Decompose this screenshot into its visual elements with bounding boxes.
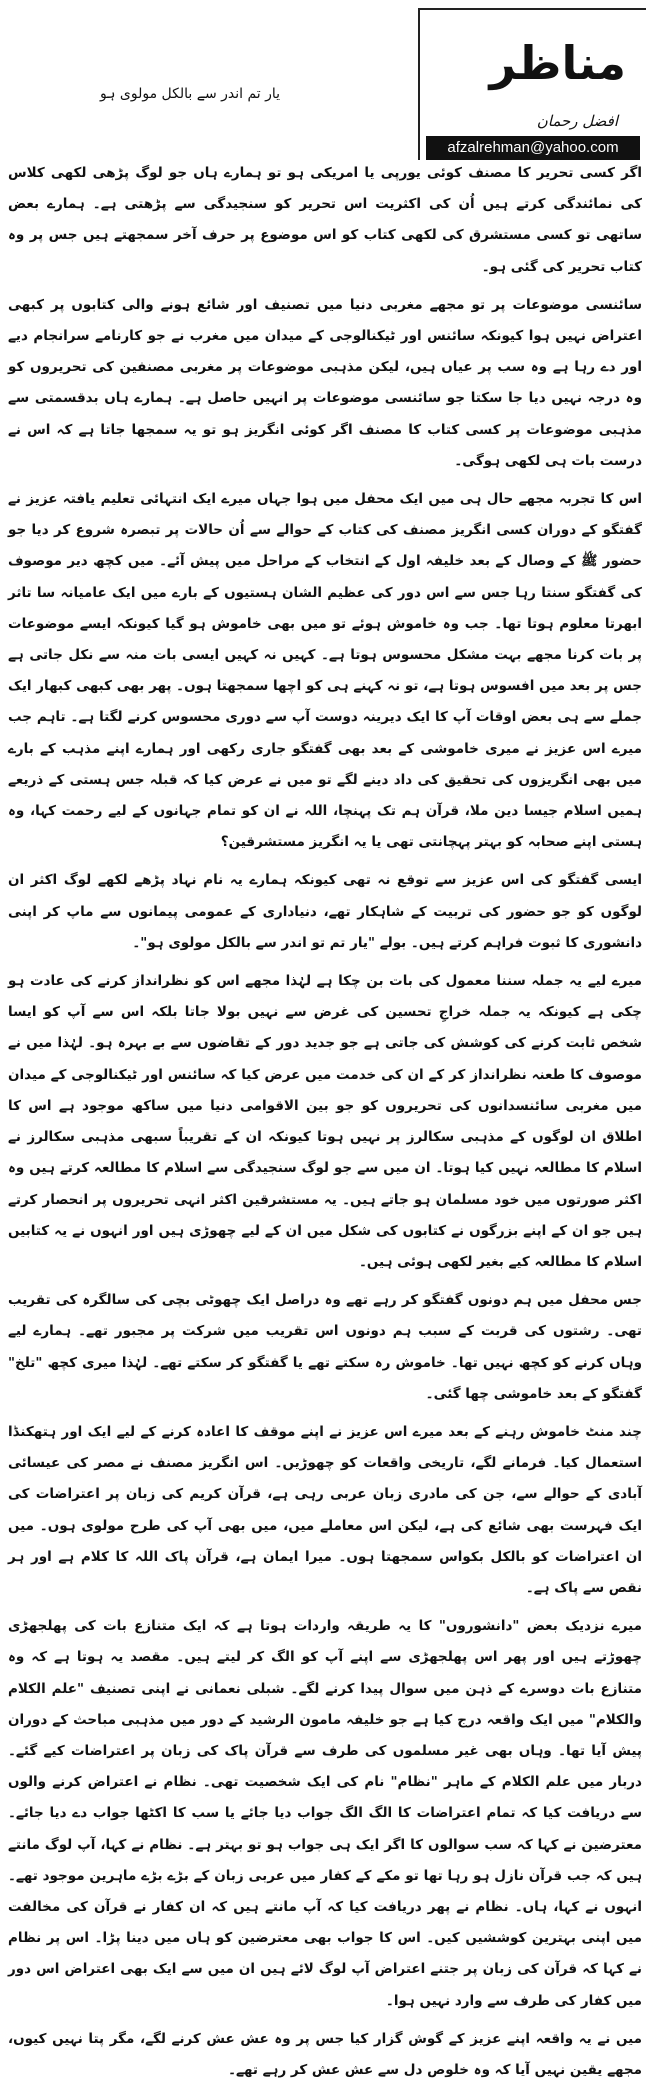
paragraph: میرے نزدیک بعض "دانشوروں" کا یہ طریقہ واردات ہوتا ہے کہ ایک متنازع بات کی پھلجھڑی چھوڑتے ہیں اور پھر اس پھلجھڑی سے اپنے آپ کو الگ کر لیتے ہیں۔ مقصد یہ ہوتا ہے کہ وہ متنازع بات دوسرے کے ذہن میں سوال پیدا کرنے لگے۔ شبلی نعمانی نے اپنی تصنیف "علم الکلام والکلام" میں ایک واقعہ درج کیا ہے جو خلیفہ مامون الرشید کے دور میں مذہبی مباحث کے دوران پیش آیا تھا۔ وہاں بھی غیر مسلموں کی طرف سے قرآن پاک کی زبان پر اعتراضات کیے گئے۔ دربار میں علم الکلام کے ماہر "نظام" نام کی ایک شخصیت تھی۔ نظام نے اعتراض کرنے والوں سے دریافت کیا کہ تمام اعتراضات کا الگ الگ جواب دیا جائے یا سب کا اکٹھا جواب دے دیا جائے۔ معترضین نے کہا کہ سب سوالوں کا اگر ایک ہی جواب ہو تو بہتر ہے۔ نظام نے کہا، آپ لوگ مانتے ہیں کہ جب قرآن نازل ہو رہا تھا تو مکے کے کفار میں عربی زبان کے بڑے بڑے ماہرین موجود تھے۔ انہوں نے کہا، ہاں۔ نظام نے پھر دریافت کیا کہ آپ مانتے ہیں کہ ان کفار نے قرآن کی مخالفت میں اپنی بہترین کوششیں کیں۔ اس کا جواب بھی معترضین کو ہاں میں دینا پڑا۔ اس پر نظام نے کہا کہ قرآن کی زبان پر جتنے اعتراض آپ لوگ لائے ہیں ان میں سے ایک بھی اعتراض اس دور میں کفار کی طرف سے وارد نہیں ہوا۔ [8,1618,642,2009]
paragraph: میں نے یہ واقعہ اپنے عزیز کے گوش گزار کیا جس پر وہ عش عش کرنے لگے، مگر پتا نہیں کیوں، مجھے یقین نہیں آیا کہ وہ خلوص دل سے عش عش کر رہے تھے۔ [8,2030,642,2078]
paragraph: سائنسی موضوعات پر تو مجھے مغربی دنیا میں تصنیف اور شائع ہونے والی کتابوں پر کبھی اعتراض نہیں ہوا کیونکہ سائنس اور ٹیکنالوجی کے میدان میں مغرب نے جو کارنامے سرانجام دیے اور دے رہا ہے وہ سب پر عیاں ہیں، لیکن مذہبی موضوعات پر مغربی مصنفین کی تحریروں کو وہ درجہ نہیں دیا جا سکتا جو سائنسی موضوعات پر انہیں حاصل ہے۔ ہمارے ہاں بدقسمتی سے مذہبی موضوعات پر کسی کتاب کا مصنف اگر کوئی انگریز ہو تو یہ سمجھا جاتا ہے کہ اس نے درست بات ہی لکھی ہوگی۔ [8,296,642,469]
paragraph: میرے لیے یہ جملہ سننا معمول کی بات بن چکا ہے لہٰذا مجھے اس کو نظرانداز کرنے کی عادت ہو چکی ہے کیونکہ یہ جملہ خراجِ تحسین کی غرض سے نہیں بولا جاتا بلکہ اس سے آپ کو ایسا شخص ثابت کرنے کی کوشش کی جاتی ہے جو جدید دور کے تقاضوں سے بے بہرہ ہو۔ لہٰذا میں نے موصوف کا طعنہ نظرانداز کر کے ان کی خدمت میں عرض کیا کہ سائنس اور ٹیکنالوجی کے میدان میں مغربی سائنسدانوں کی تحریروں کو جو بین الاقوامی دنیا میں ساکھ موجود ہے اس کا اطلاق ان لوگوں کے مذہبی سکالرز پر نہیں ہوتا کیونکہ ان کے تقریباً سبھی مذہبی سکالرز نے اسلام کا مطالعہ نہیں کیا ہوتا۔ ان میں سے جو لوگ سنجیدگی سے اسلام کا مطالعہ کرتے ہیں وہ اکثر صورتوں میں خود مسلمان ہو جاتے ہیں۔ یہ مستشرقین اکثر انہی تحریروں پر انحصار کرتے ہیں جو ان کے اپنے بزرگوں نے کتابوں کی شکل میں ان کے لیے چھوڑی ہیں اور انہوں نے یہ کتابیں اسلام کا مطالعہ کیے بغیر لکھی ہوئی ہیں۔ [8,973,642,1270]
column-name: مناظر [489,36,626,90]
article-body [8,158,642,2093]
paragraph: جس محفل میں ہم دونوں گفتگو کر رہے تھے وہ دراصل ایک چھوٹی بچی کی سالگرہ کی تقریب تھی۔ رشتوں کی قربت کے سبب ہم دونوں اس تقریب میں شرکت پر مجبور تھے۔ ہمارے لیے وہاں کرنے کو کچھ نہیں تھا۔ خاموش رہ سکتے تھے یا گفتگو کر سکتے تھے۔ لہٰذا میری کچھ "تلخ" گفتگو کے بعد خاموشی چھا گئی۔ [8,1292,642,1402]
article-headline: یار تم اندر سے بالکل مولوی ہو [100,86,281,102]
column-header-box [418,8,646,160]
paragraph: اس کا تجربہ مجھے حال ہی میں ایک محفل میں ہوا جہاں میرے ایک انتہائی تعلیم یافتہ عزیز نے گفتگو کے دوران کسی انگریز مصنف کی کتاب کے حوالے سے اُن حالات پر تبصرہ شروع کر دیا جو حضور ﷺ کے وصال کے بعد خلیفہ اول کے انتخاب کے مراحل میں پیش آئے۔ میں کچھ دیر موصوف کی گفتگو سنتا رہا جس سے اس دور کی عظیم الشان ہستیوں کے بارے میں ایک عامیانہ سا تاثر ابھرتا معلوم ہوتا تھا۔ جب وہ خاموش ہوئے تو میں بھی خاموش ہو گیا کیونکہ ایسے موضوعات پر بات کرنا مجھے بہت مشکل محسوس ہوتا ہے۔ کہیں نہ کہیں ایسی بات منہ سے نکل جاتی ہے جس پر بعد میں افسوس ہوتا ہے، تو نہ کہنے ہی کو اچھا سمجھتا ہوں۔ پھر بھی کبھی کبھار ایک جملے سے ہی بعض اوقات آپ کا ایک دیرینہ دوست آپ سے دوری محسوس کرنے لگتا ہے۔ تاہم جب میرے اس عزیز نے میری خاموشی کے بعد بھی گفتگو جاری رکھی اور ہمارے اپنے مذہب کے بارے میں بھی انگریزوں کی تحقیق کی داد دینے لگے تو میں نے عرض کیا کہ قبلہ جس ہستی کے ذریعے ہمیں اسلام جیسا دین ملا، قرآن ہم تک پہنچا، اللہ نے ان کو تمام جہانوں کے لیے رحمت کہا، وہ ہستی اپنے صحابہ کو بہتر پہچانتی تھی یا یہ انگریز مستشرقین؟ [8,491,642,851]
paragraph: چند منٹ خاموش رہنے کے بعد میرے اس عزیز نے اپنے موقف کا اعادہ کرنے کے لیے ایک اور ہتھکنڈا استعمال کیا۔ فرمانے لگے، تاریخی واقعات کو چھوڑیں۔ اس انگریز مصنف نے مصر کی عیسائی آبادی کے حوالے سے، جن کی مادری زبان عربی رہی ہے، قرآن کریم کی زبان پر اعتراضات کی ایک فہرست بھی شائع کی ہے، لیکن اس معاملے میں، میں بھی آپ کی طرح مولوی ہوں۔ میں ان اعتراضات کو بالکل بکواس سمجھتا ہوں۔ میرا ایمان ہے، قرآن پاک اللہ کا کلام ہے اور ہر نقص سے پاک ہے۔ [8,1423,642,1596]
author-name: افضل رحمان [536,112,618,130]
paragraph: اگر کسی تحریر کا مصنف کوئی یورپی یا امریکی ہو تو ہمارے ہاں جو لوگ پڑھی لکھی کلاس کی نمائندگی کرتے ہیں اُن کی اکثریت اس تحریر کو سنجیدگی سے پڑھتی ہے۔ ہمارے بعض ساتھی تو کسی مستشرق کی لکھی کتاب کو اس موضوع پر حرف آخر سمجھتے ہیں جس پر وہ کتاب تحریر کی گئی ہو۔ [8,165,642,275]
author-email: afzalrehman@yahoo.com [426,136,640,160]
paragraph: ایسی گفتگو کی اس عزیز سے توقع نہ تھی کیونکہ ہمارے یہ نام نہاد پڑھے لکھے لوگ اکثر ان لوگوں کو جو حضور کی تربیت کے شاہکار تھے، دنیاداری کے عمومی پیمانوں سے ماپ کر اپنی دانشوری کا ثبوت فراہم کرتے ہیں۔ بولے "یار تم تو اندر سے بالکل مولوی ہو"۔ [8,872,642,951]
